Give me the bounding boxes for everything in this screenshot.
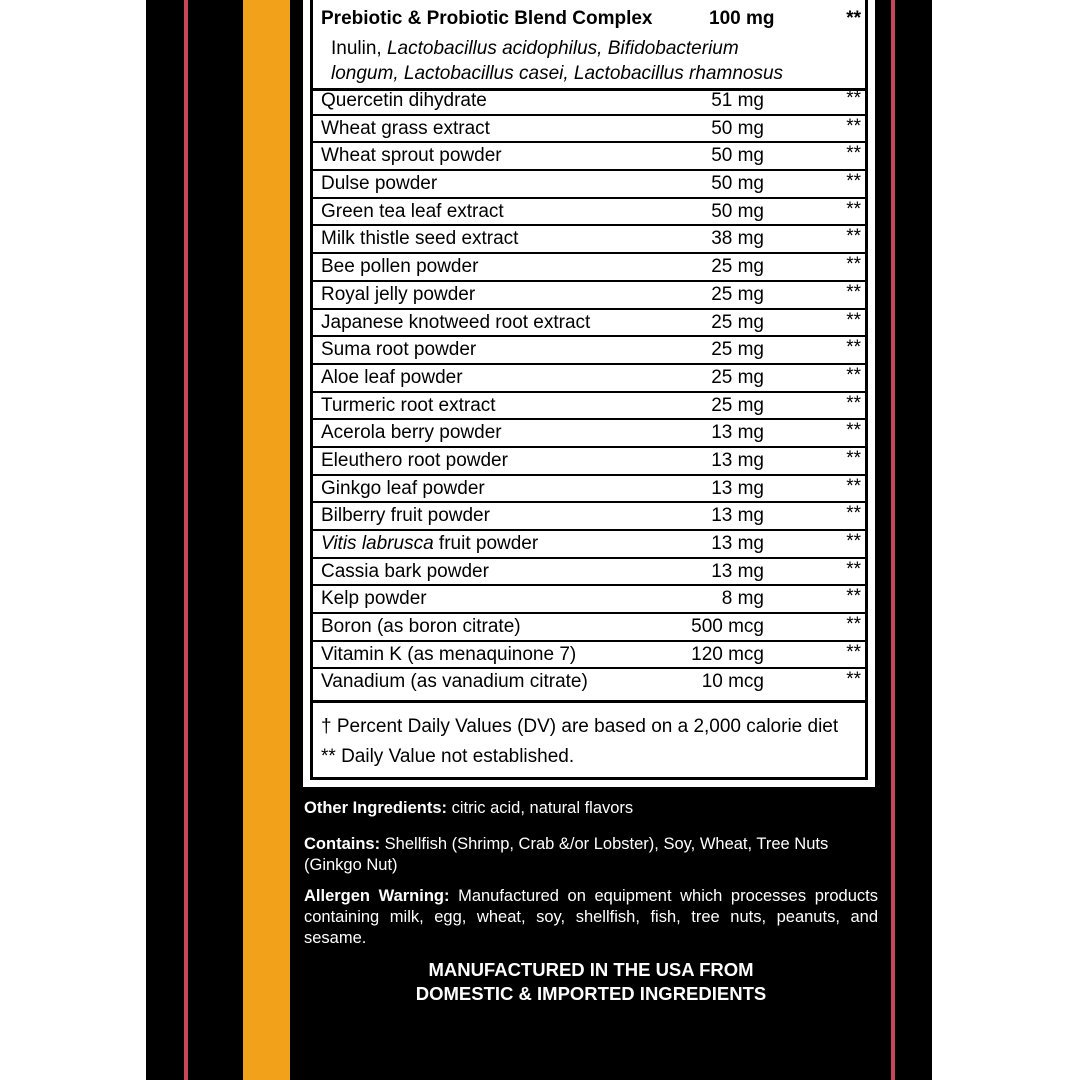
supplement-facts-panel xyxy=(303,0,875,787)
ingredient-list xyxy=(313,88,865,703)
table-row xyxy=(313,254,865,282)
ingredient-name: Vanadium (as vanadium citrate) xyxy=(321,671,588,693)
table-row xyxy=(313,531,865,559)
ingredient-name: Acerola berry powder xyxy=(321,422,502,444)
ingredient-name: Dulse powder xyxy=(321,173,438,195)
ingredient-daily-value: ** xyxy=(846,337,861,359)
origin-line-2: DOMESTIC & IMPORTED INGREDIENTS xyxy=(415,983,767,1004)
ingredient-daily-value: ** xyxy=(846,143,861,165)
ingredient-daily-value: ** xyxy=(846,254,861,276)
ingredient-name: Royal jelly powder xyxy=(321,283,476,305)
table-row xyxy=(313,448,865,476)
contains-statement xyxy=(304,834,878,876)
table-row xyxy=(313,393,865,421)
table-row xyxy=(313,116,865,144)
ingredient-name: Ginkgo leaf powder xyxy=(321,477,485,499)
contains-text: Shellfish (Shrimp, Crab &/or Lobster), Soy, Wheat, Tree Nuts (Ginkgo Nut) xyxy=(304,835,829,874)
ingredient-name: Bee pollen powder xyxy=(321,256,479,278)
pink-accent-line-left xyxy=(184,0,188,1080)
ingredient-name: Aloe leaf powder xyxy=(321,366,463,388)
ingredient-daily-value: ** xyxy=(846,115,861,137)
ingredient-daily-value: ** xyxy=(846,281,861,303)
table-row xyxy=(313,669,865,703)
table-row xyxy=(313,614,865,642)
ingredient-amount: 8 mg xyxy=(721,588,764,610)
ingredient-amount: 50 mg xyxy=(711,117,764,139)
table-row xyxy=(313,171,865,199)
ingredient-amount: 500 mcg xyxy=(691,616,764,638)
ingredient-name: Suma root powder xyxy=(321,339,477,361)
ingredient-daily-value: ** xyxy=(846,309,861,331)
contains-label: Contains: xyxy=(304,835,381,853)
ingredient-amount: 13 mg xyxy=(711,477,764,499)
scientific-name: Vitis labrusca xyxy=(321,533,434,554)
ingredient-amount: 51 mg xyxy=(711,90,764,111)
ingredient-amount: 25 mg xyxy=(711,256,764,278)
table-row xyxy=(313,282,865,310)
ingredient-name: Kelp powder xyxy=(321,588,427,610)
footnotes xyxy=(321,712,838,772)
table-row xyxy=(313,226,865,254)
ingredient-amount: 25 mg xyxy=(711,366,764,388)
table-row xyxy=(313,503,865,531)
ingredient-name: Wheat sprout powder xyxy=(321,145,502,167)
ingredient-daily-value: ** xyxy=(846,447,861,469)
not-established-footnote: ** Daily Value not established. xyxy=(321,746,575,767)
ingredient-amount: 50 mg xyxy=(711,145,764,167)
other-ingredients xyxy=(304,798,878,819)
allergen-label: Allergen Warning: xyxy=(304,887,450,905)
ingredient-daily-value: ** xyxy=(846,669,861,691)
ingredient-daily-value: ** xyxy=(846,226,861,248)
ingredient-amount: 25 mg xyxy=(711,394,764,416)
ingredient-amount: 13 mg xyxy=(711,505,764,527)
ingredient-amount: 10 mcg xyxy=(701,671,764,693)
table-row xyxy=(313,476,865,504)
ingredient-name: Milk thistle seed extract xyxy=(321,228,519,250)
ingredient-amount: 120 mcg xyxy=(691,643,764,665)
ingredient-daily-value: ** xyxy=(846,364,861,386)
ingredient-amount: 25 mg xyxy=(711,311,764,333)
ingredient-amount: 50 mg xyxy=(711,200,764,222)
blend-daily-value: ** xyxy=(846,8,861,29)
ingredient-name: Japanese knotweed root extract xyxy=(321,311,591,333)
origin-line-1: MANUFACTURED IN THE USA FROM xyxy=(428,959,754,980)
ingredient-daily-value: ** xyxy=(846,88,861,109)
blend-name: Prebiotic & Probiotic Blend Complex xyxy=(321,8,653,29)
ingredient-daily-value: ** xyxy=(846,503,861,525)
ingredient-amount: 13 mg xyxy=(711,449,764,471)
ingredient-daily-value: ** xyxy=(846,392,861,414)
ingredient-daily-value: ** xyxy=(846,641,861,663)
blend-row xyxy=(313,0,865,91)
ingredient-amount: 25 mg xyxy=(711,283,764,305)
ingredient-amount: 38 mg xyxy=(711,228,764,250)
table-row xyxy=(313,365,865,393)
ingredient-daily-value: ** xyxy=(846,558,861,580)
ingredient-daily-value: ** xyxy=(846,586,861,608)
ingredient-name: Quercetin dihydrate xyxy=(321,90,487,111)
table-row xyxy=(313,420,865,448)
table-row xyxy=(313,199,865,227)
dv-footnote: † Percent Daily Values (DV) are based on a 2,000 calorie diet xyxy=(321,716,839,737)
ingredient-name: Boron (as boron citrate) xyxy=(321,616,521,638)
pink-accent-line-right xyxy=(891,0,895,1080)
ingredient-amount: 13 mg xyxy=(711,560,764,582)
ingredient-name: Vitamin K (as menaquinone 7) xyxy=(321,643,577,665)
ingredient-name: Vitis labrusca fruit powder xyxy=(321,533,539,554)
blend-components-line1: Lactobacillus acidophilus, Bifidobacterium xyxy=(386,38,739,59)
ingredient-daily-value: ** xyxy=(846,614,861,636)
blend-components-line2: longum, Lactobacillus casei, Lactobacillus rhamnosus xyxy=(331,63,784,84)
supplement-facts-table xyxy=(310,0,868,780)
ingredient-amount: 25 mg xyxy=(711,339,764,361)
ingredient-amount: 13 mg xyxy=(711,422,764,444)
ingredient-daily-value: ** xyxy=(846,531,861,552)
ingredient-daily-value: ** xyxy=(846,198,861,220)
blend-amount: 100 mg xyxy=(709,8,775,29)
ingredient-name: Bilberry fruit powder xyxy=(321,505,490,527)
orange-accent-stripe xyxy=(243,0,290,1080)
table-row xyxy=(313,88,865,116)
ingredient-name: Green tea leaf extract xyxy=(321,200,504,222)
origin-statement xyxy=(304,958,878,1006)
table-row xyxy=(313,337,865,365)
other-ingredients-text: citric acid, natural flavors xyxy=(447,799,634,817)
ingredient-name: Cassia bark powder xyxy=(321,560,489,582)
ingredient-daily-value: ** xyxy=(846,420,861,442)
blend-components-prefix: Inulin, xyxy=(331,38,387,59)
table-row xyxy=(313,559,865,587)
allergen-warning xyxy=(304,886,878,949)
ingredient-daily-value: ** xyxy=(846,475,861,497)
ingredient-name: Turmeric root extract xyxy=(321,394,496,416)
ingredient-name: Wheat grass extract xyxy=(321,117,490,139)
ingredient-name: Eleuthero root powder xyxy=(321,449,508,471)
table-row xyxy=(313,586,865,614)
blend-components xyxy=(331,36,811,86)
other-ingredients-label: Other Ingredients: xyxy=(304,799,448,817)
table-row xyxy=(313,642,865,670)
ingredient-amount: 50 mg xyxy=(711,173,764,195)
table-row xyxy=(313,143,865,171)
allergen-text: Manufactured on equipment which processes products containing milk, egg, wheat, soy, shellfish, fish, tree nuts, peanuts, and sesame. xyxy=(304,887,878,947)
table-row xyxy=(313,310,865,338)
ingredient-amount: 13 mg xyxy=(711,533,764,554)
ingredient-daily-value: ** xyxy=(846,171,861,193)
